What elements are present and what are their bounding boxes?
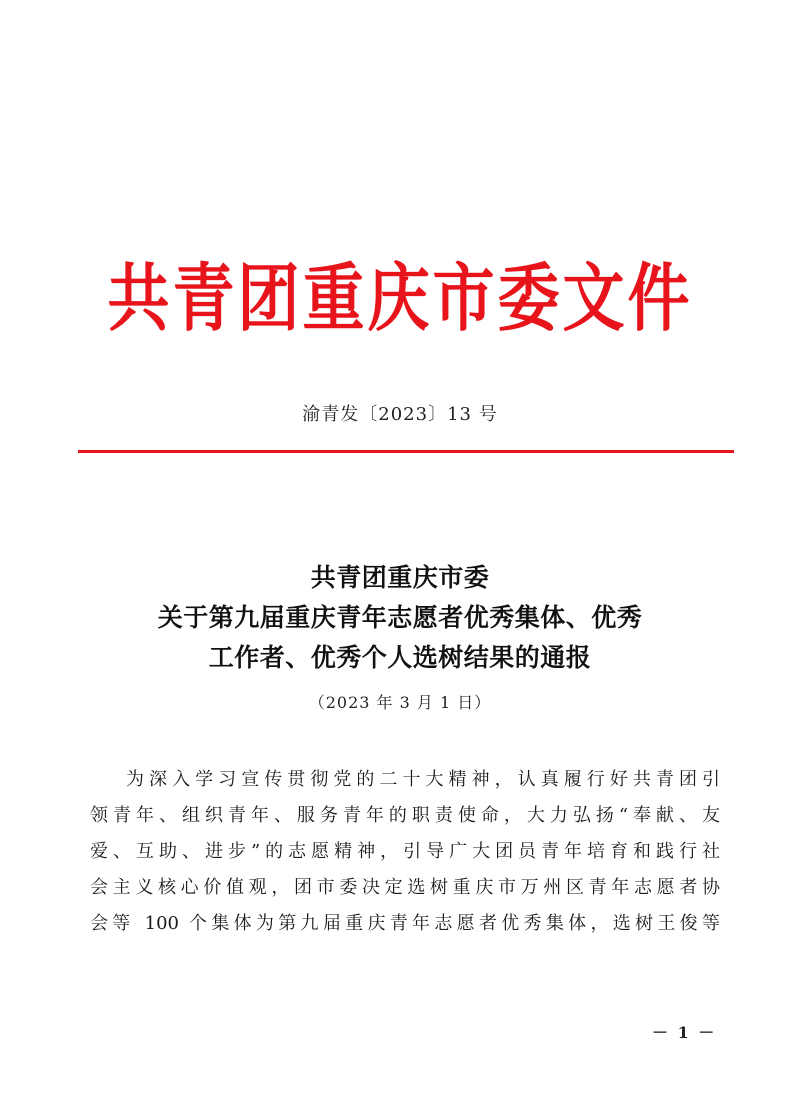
title-line: 关于第九届重庆青年志愿者优秀集体、优秀 xyxy=(157,603,643,632)
body-line: 领青年、组织青年、服务青年的职责使命，大力弘扬“奉献、友 xyxy=(90,805,720,826)
notice-date: （2023 年 3 月 1 日） xyxy=(308,693,492,712)
body-line: 会等 100 个集体为第九届重庆青年志愿者优秀集体，选树王俊等 xyxy=(90,913,720,934)
body-paragraph xyxy=(90,762,720,942)
body-line: 为深入学习宣传贯彻党的二十大精神，认真履行好共青团引 xyxy=(126,769,720,790)
masthead-title: 共青团重庆市委文件 xyxy=(107,254,693,342)
red-divider-rule xyxy=(78,450,734,453)
body-line: 爱、互助、进步”的志愿精神，引导广大团员青年培育和践行社 xyxy=(90,841,720,862)
notice-title xyxy=(0,558,800,678)
title-line: 工作者、优秀个人选树结果的通报 xyxy=(208,643,592,672)
page-number: － 1 － xyxy=(652,1023,717,1042)
document-number: 渝青发〔2023〕13 号 xyxy=(302,404,498,425)
body-line: 会主义核心价值观，团市委决定选树重庆市万州区青年志愿者协 xyxy=(90,877,720,898)
title-line: 共青团重庆市委 xyxy=(310,563,490,592)
